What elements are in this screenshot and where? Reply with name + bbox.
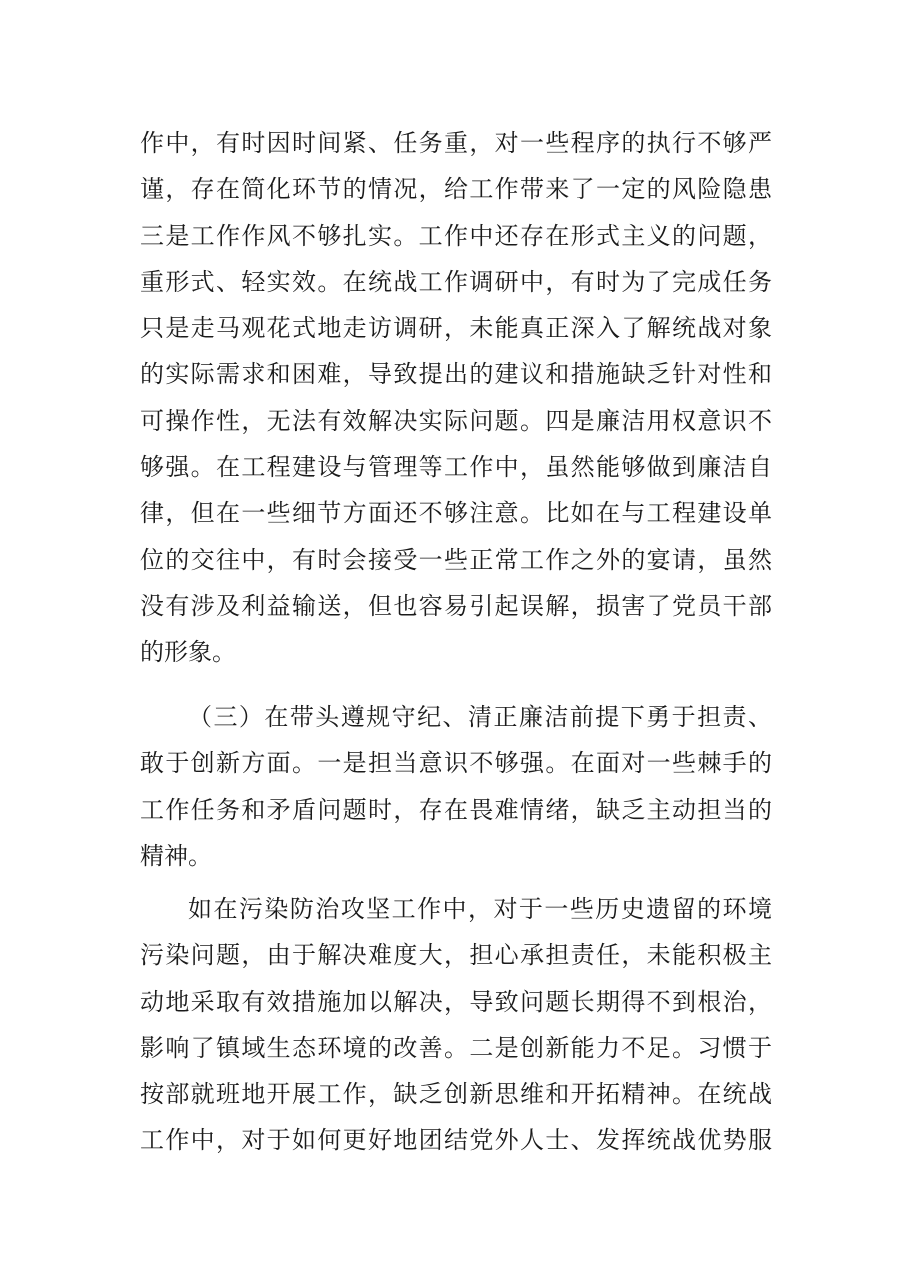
- text-line: 没有涉及利益输送，但也容易引起误解，损害了党员干部: [140, 591, 772, 620]
- paragraph-2: [140, 694, 772, 879]
- paragraph-1: [140, 120, 772, 676]
- section-heading-line: （三）在带头遵规守纪、清正廉洁前提下勇于担责、: [188, 703, 772, 731]
- text-line: 工作任务和矛盾问题时，存在畏难情绪，缺乏主动担当的: [140, 795, 772, 824]
- text-line: 三是工作作风不够扎实。工作中还存在形式主义的问题，: [140, 221, 772, 250]
- text-line: 律，但在一些细节方面还不够注意。比如在与工程建设单: [140, 499, 772, 528]
- text-line: 的形象。: [140, 638, 236, 667]
- paragraph-3: [140, 886, 772, 1164]
- text-line: 只是走马观花式地走访调研，未能真正深入了解统战对象: [140, 314, 772, 343]
- text-line: 如在污染防治攻坚工作中，对于一些历史遗留的环境: [188, 895, 772, 923]
- text-line: 重形式、轻实效。在统战工作调研中，有时为了完成任务: [140, 267, 772, 296]
- text-line: 按部就班地开展工作，缺乏创新思维和开拓精神。在统战: [140, 1080, 772, 1109]
- text-line: 可操作性，无法有效解决实际问题。四是廉洁用权意识不: [140, 406, 772, 435]
- text-line: 的实际需求和困难，导致提出的建议和措施缺乏针对性和: [140, 360, 772, 389]
- text-line: 精神。: [140, 841, 212, 870]
- text-line: 污染问题，由于解决难度大，担心承担责任，未能积极主: [140, 941, 772, 970]
- text-line: 动地采取有效措施加以解决，导致问题长期得不到根治，: [140, 987, 772, 1016]
- text-line: 工作中，对于如何更好地团结党外人士、发挥统战优势服: [140, 1126, 772, 1155]
- text-line: 够强。在工程建设与管理等工作中，虽然能够做到廉洁自: [140, 453, 772, 482]
- text-line: 位的交往中，有时会接受一些正常工作之外的宴请，虽然: [140, 545, 772, 574]
- text-line: 作中，有时因时间紧、任务重，对一些程序的执行不够严: [140, 129, 772, 157]
- text-line: 敢于创新方面。一是担当意识不够强。在面对一些棘手的: [140, 749, 772, 778]
- text-line: 影响了镇域生态环境的改善。二是创新能力不足。习惯于: [140, 1033, 772, 1062]
- text-line: 谨，存在简化环节的情况，给工作带来了一定的风险隐患: [140, 175, 772, 204]
